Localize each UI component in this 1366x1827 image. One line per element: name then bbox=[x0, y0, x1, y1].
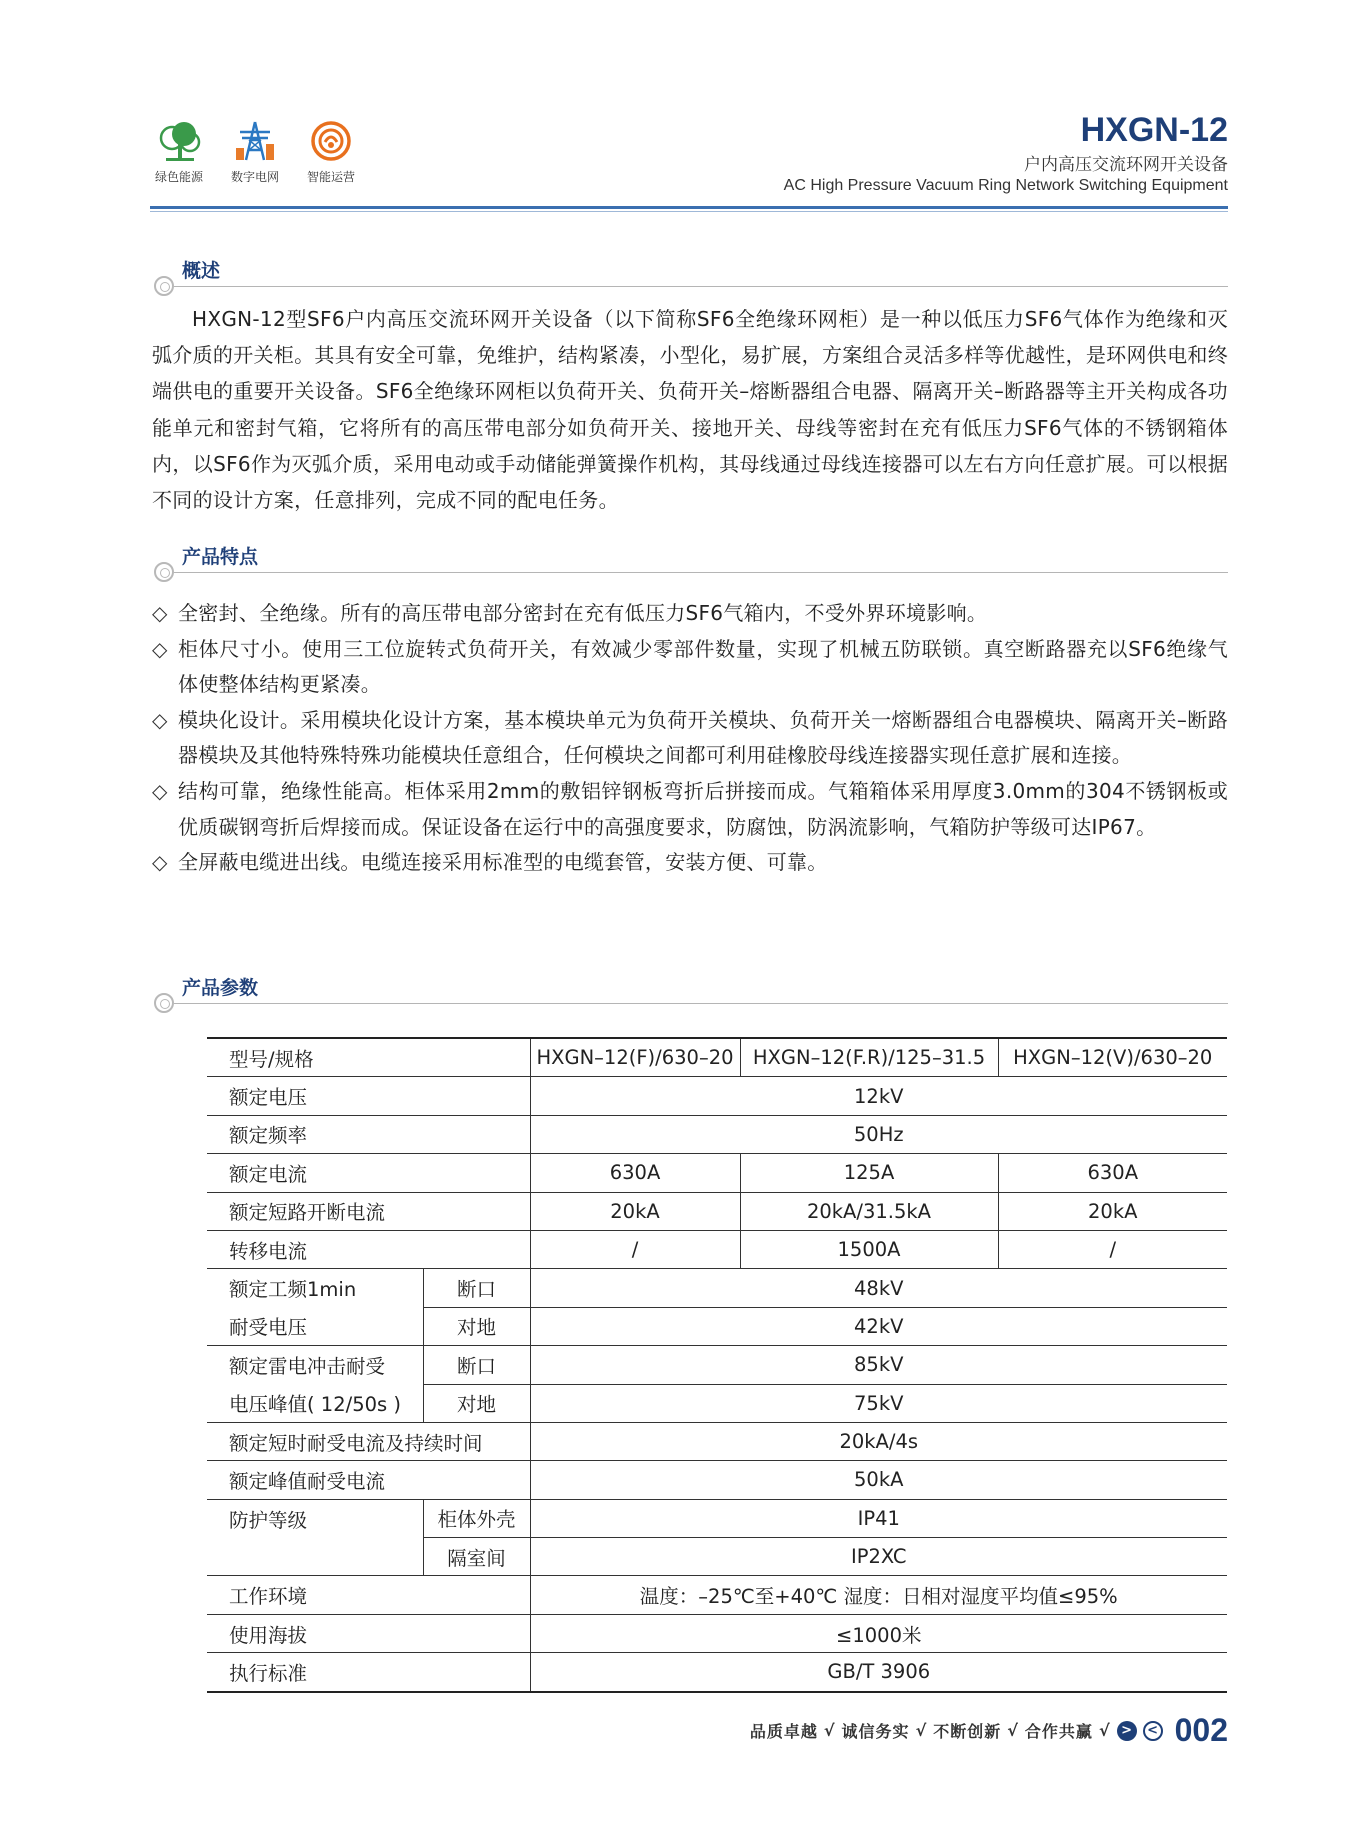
table-row bbox=[207, 1422, 1227, 1460]
section-rule bbox=[174, 286, 1228, 287]
table-row bbox=[207, 1038, 1227, 1077]
diamond-icon: ◇ bbox=[152, 601, 168, 625]
table-cell: 工作环境 bbox=[207, 1576, 530, 1614]
table-cell: 20kA bbox=[530, 1192, 740, 1230]
check-icon: √ bbox=[1098, 1721, 1111, 1740]
table-cell: 转移电流 bbox=[207, 1230, 530, 1268]
table-row bbox=[207, 1346, 1227, 1384]
next-page-button[interactable]: > bbox=[1117, 1721, 1137, 1741]
table-cell: 额定短时耐受电流及持续时间 bbox=[207, 1422, 530, 1460]
features-list bbox=[152, 596, 1228, 881]
diamond-icon: ◇ bbox=[152, 636, 168, 661]
check-icon: √ bbox=[1007, 1721, 1019, 1740]
table-cell: / bbox=[530, 1230, 740, 1268]
section-rule bbox=[174, 572, 1228, 573]
table-cell: 额定短路开断电流 bbox=[207, 1192, 530, 1230]
logo-smart-ops bbox=[302, 118, 360, 185]
table-cell: 耐受电压 bbox=[207, 1307, 423, 1345]
table-cell: HXGN–12(F.R)/125–31.5 bbox=[740, 1038, 998, 1077]
table-cell: 85kV bbox=[530, 1346, 1227, 1384]
table-row bbox=[207, 1384, 1227, 1422]
table-cell: ≤1000米 bbox=[530, 1614, 1227, 1652]
section-rule bbox=[174, 1003, 1228, 1004]
table-row bbox=[207, 1230, 1227, 1268]
section-title: 产品参数 bbox=[182, 977, 259, 999]
table-cell: 执行标准 bbox=[207, 1653, 530, 1692]
feature-text: 模块化设计。采用模块化设计方案，基本模块单元为负荷开关模块、负荷开关一熔断器组合电器模块、隔离开关–断路器模块及其他特殊特殊功能模块任意组合，任何模块之间都可利用硅橡胶母线连接器实现任意扩展和连接。 bbox=[178, 707, 1228, 768]
logo-label: 数字电网 bbox=[230, 170, 279, 184]
section-bullet-icon bbox=[154, 276, 174, 296]
table-cell: 50Hz bbox=[530, 1115, 1227, 1153]
logo-green-energy bbox=[150, 118, 208, 185]
slogan: 不断创新 bbox=[933, 1722, 1002, 1741]
table-row bbox=[207, 1576, 1227, 1614]
logo-digital-grid bbox=[226, 118, 284, 185]
feature-text: 全屏蔽电缆进出线。电缆连接采用标准型的电缆套管，安装方便、可靠。 bbox=[178, 850, 828, 875]
table-cell: 电压峰值( 12/50s ) bbox=[207, 1384, 423, 1422]
feature-text: 全密封、全绝缘。所有的高压带电部分密封在充有低压力SF6气箱内，不受外界环境影响。 bbox=[178, 601, 988, 625]
footer bbox=[750, 1712, 1228, 1749]
table-cell: 断口 bbox=[423, 1346, 530, 1384]
en-subtitle: AC High Pressure Vacuum Ring Network Switching Equipment bbox=[783, 177, 1228, 194]
table-row bbox=[207, 1307, 1227, 1345]
table-cell: 断口 bbox=[423, 1269, 530, 1307]
table-row bbox=[207, 1538, 1227, 1576]
table-cell: 额定工频1min bbox=[207, 1269, 423, 1307]
table-cell: 额定频率 bbox=[207, 1115, 530, 1153]
table-cell: 48kV bbox=[530, 1269, 1227, 1307]
table-cell: 防护等级 bbox=[207, 1499, 423, 1537]
table-cell: 42kV bbox=[530, 1307, 1227, 1345]
diamond-icon: ◇ bbox=[152, 778, 168, 803]
tree-icon bbox=[156, 118, 202, 164]
table-row bbox=[207, 1115, 1227, 1153]
slogan: 合作共赢 bbox=[1024, 1722, 1093, 1741]
table-row bbox=[207, 1192, 1227, 1230]
table-cell: 额定电流 bbox=[207, 1154, 530, 1192]
table-cell: 额定峰值耐受电流 bbox=[207, 1461, 530, 1499]
header-divider-thin bbox=[150, 211, 1228, 212]
table-row bbox=[207, 1077, 1227, 1115]
power-tower-icon bbox=[232, 118, 278, 164]
list-item bbox=[152, 632, 1228, 703]
check-icon: √ bbox=[823, 1721, 836, 1740]
table-cell: 20kA bbox=[998, 1192, 1227, 1230]
logo-label: 智能运营 bbox=[306, 170, 355, 184]
header-title-block bbox=[784, 112, 1228, 195]
section-bullet-icon bbox=[154, 562, 174, 582]
list-item bbox=[152, 774, 1228, 845]
table-cell: GB/T 3906 bbox=[530, 1653, 1227, 1692]
table-cell: 75kV bbox=[530, 1384, 1227, 1422]
table-cell: HXGN–12(V)/630–20 bbox=[998, 1038, 1227, 1077]
table-cell: 额定雷电冲击耐受 bbox=[207, 1346, 423, 1384]
table-cell: 隔室间 bbox=[423, 1538, 530, 1576]
section-params-heading bbox=[150, 973, 1228, 1013]
table-cell: 使用海拔 bbox=[207, 1614, 530, 1652]
page-number: 002 bbox=[1174, 1712, 1228, 1748]
check-icon: √ bbox=[915, 1721, 928, 1740]
overview-paragraph: HXGN-12型SF6户内高压交流环网开关设备（以下简称SF6全绝缘环网柜）是一种以低压力SF6气体作为绝缘和灭弧介质的开关柜。其具有安全可靠，免维护，结构紧凑，小型化，易扩展，方案组合灵活多样等优越性，是环网供电和终端供电的重要开关设备。SF6全绝缘环网柜以负荷开关、负荷开关–熔断器组合电器、隔离开关–断路器等主开关构成各功能单元和密封气箱，它将所有的高压带电部分如负荷开关、接地开关、母线等密封在充有低压力SF6气体的不锈钢箱体内，以SF6作为灭弧介质，采用电动或手动储能弹簧操作机构，其母线通过母线连接器可以左右方向任意扩展。可以根据不同的设计方案，任意排列，完成不同的配电任务。 bbox=[152, 307, 1228, 513]
table-row bbox=[207, 1614, 1227, 1652]
diamond-icon: ◇ bbox=[152, 850, 168, 875]
table-cell: 630A bbox=[530, 1154, 740, 1192]
table-cell: 对地 bbox=[423, 1307, 530, 1345]
feature-text: 结构可靠，绝缘性能高。柜体采用2mm的敷铝锌钢板弯折后拼接而成。气箱箱体采用厚度3.0mm的304不锈钢板或优质碳钢弯折后焊接而成。保证设备在运行中的高强度要求，防腐蚀，防涡流影响，气箱防护等级可达IP67。 bbox=[178, 778, 1228, 839]
table-row bbox=[207, 1653, 1227, 1692]
list-item bbox=[152, 703, 1228, 774]
table-cell: 柜体外壳 bbox=[423, 1499, 530, 1537]
table-row bbox=[207, 1461, 1227, 1499]
header-logos bbox=[150, 118, 360, 185]
table-row bbox=[207, 1499, 1227, 1537]
section-features-heading bbox=[150, 542, 1228, 582]
table-row bbox=[207, 1154, 1227, 1192]
table-cell: 12kV bbox=[530, 1077, 1227, 1115]
section-title: 产品特点 bbox=[182, 546, 259, 568]
list-item bbox=[152, 596, 1228, 632]
list-item bbox=[152, 845, 1228, 881]
cn-subtitle: 户内高压交流环网开关设备 bbox=[1024, 155, 1228, 175]
table-cell: HXGN–12(F)/630–20 bbox=[530, 1038, 740, 1077]
table-cell: / bbox=[998, 1230, 1227, 1268]
table-cell: 型号/规格 bbox=[207, 1038, 530, 1077]
logo-label: 绿色能源 bbox=[154, 170, 203, 184]
table-cell: 额定电压 bbox=[207, 1077, 530, 1115]
table-row bbox=[207, 1269, 1227, 1307]
smart-ops-icon bbox=[308, 118, 354, 164]
table-cell bbox=[207, 1538, 423, 1576]
header-divider bbox=[150, 206, 1228, 209]
table-cell: 对地 bbox=[423, 1384, 530, 1422]
prev-page-button[interactable]: < bbox=[1143, 1721, 1163, 1741]
section-bullet-icon bbox=[154, 993, 174, 1013]
table-cell: IP2XC bbox=[530, 1538, 1227, 1576]
table-cell: 20kA/4s bbox=[530, 1422, 1227, 1460]
model-title: HXGN-12 bbox=[1080, 111, 1228, 149]
section-title: 概述 bbox=[182, 260, 221, 282]
slogan: 诚信务实 bbox=[841, 1722, 910, 1741]
section-overview-heading bbox=[150, 256, 1228, 296]
table-cell: 630A bbox=[998, 1154, 1227, 1192]
table-cell: 1500A bbox=[740, 1230, 998, 1268]
diamond-icon: ◇ bbox=[152, 707, 168, 732]
table-cell: 50kA bbox=[530, 1461, 1227, 1499]
params-table bbox=[207, 1037, 1227, 1693]
table-cell: IP41 bbox=[530, 1499, 1227, 1537]
table-cell: 20kA/31.5kA bbox=[740, 1192, 998, 1230]
feature-text: 柜体尺寸小。使用三工位旋转式负荷开关，有效减少零部件数量，实现了机械五防联锁。真空断路器充以SF6绝缘气体使整体结构更紧凑。 bbox=[178, 636, 1228, 697]
slogan: 品质卓越 bbox=[749, 1722, 818, 1741]
table-cell: 125A bbox=[740, 1154, 998, 1192]
table-cell: 温度：–25℃至+40℃ 湿度：日相对湿度平均值≤95% bbox=[530, 1576, 1227, 1614]
